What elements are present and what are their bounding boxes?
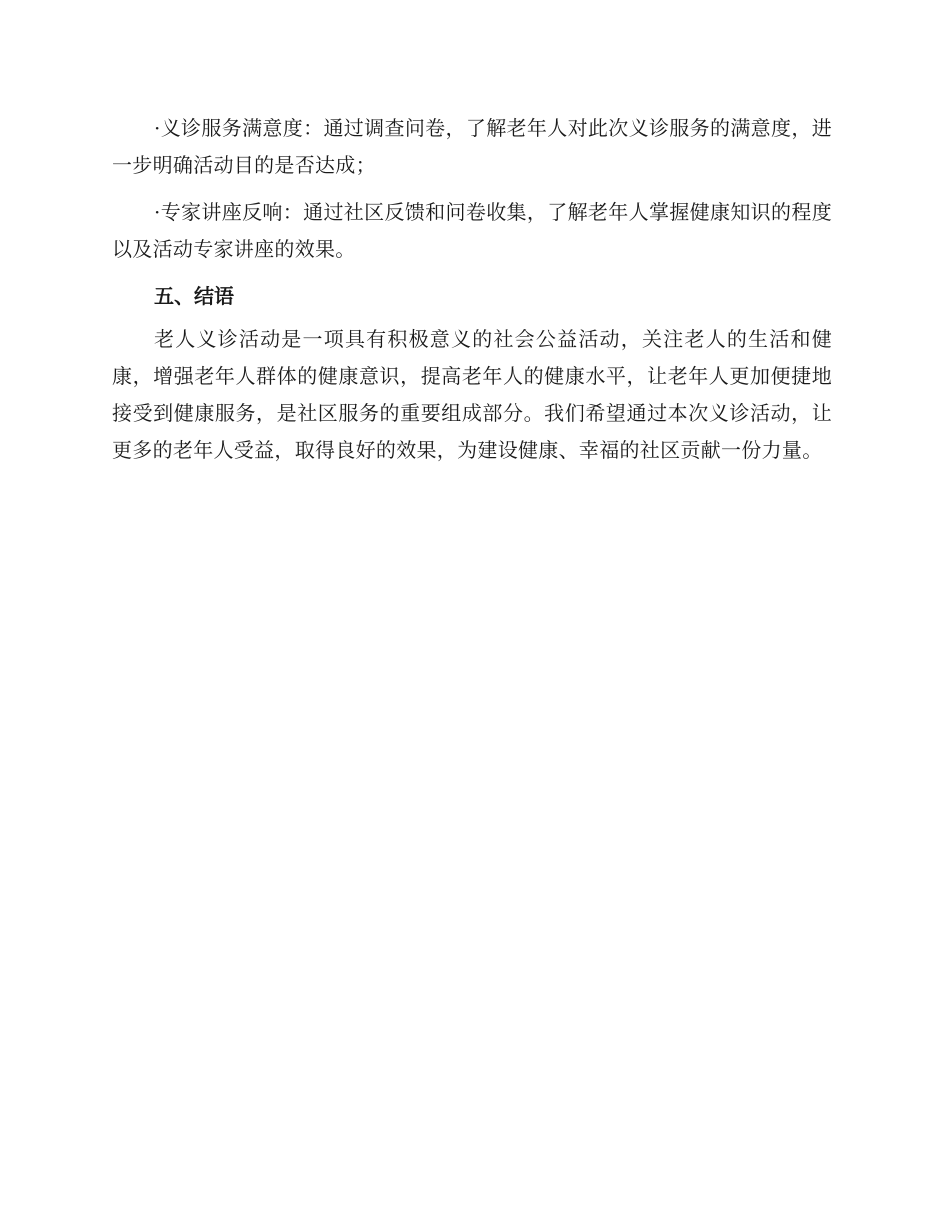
bullet-satisfaction: ·义诊服务满意度：通过调查问卷，了解老年人对此次义诊服务的满意度，进一步明确活动目的是否达成； xyxy=(112,116,832,177)
conclusion-paragraph: 老人义诊活动是一项具有积极意义的社会公益活动，关注老人的生活和健康，增强老年人群体的健康意识，提高老年人的健康水平，让老年人更加便捷地接受到健康服务，是社区服务的重要组成部分。我们希望通过本次义诊活动，让更多的老年人受益，取得良好的效果，为建设健康、幸福的社区贡献一份力量。 xyxy=(112,327,832,462)
section-heading-conclusion: 五、结语 xyxy=(154,284,234,308)
bullet-lecture-feedback: ·专家讲座反响：通过社区反馈和问卷收集，了解老年人掌握健康知识的程度以及活动专家讲座的效果。 xyxy=(112,200,832,261)
document-body xyxy=(112,110,832,469)
